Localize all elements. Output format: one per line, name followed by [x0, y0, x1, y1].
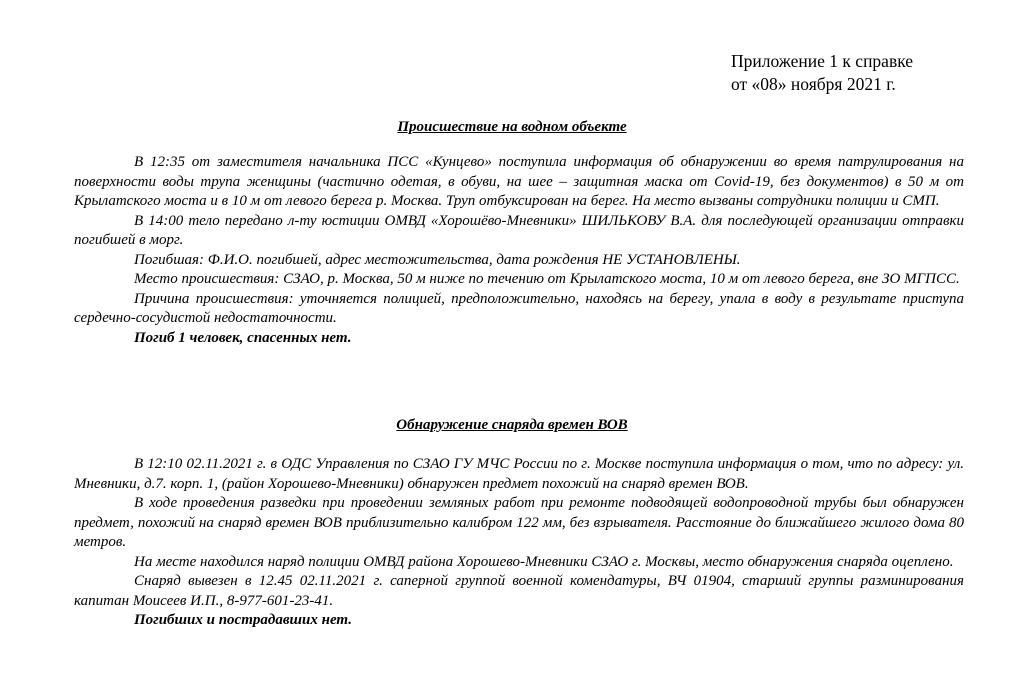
section-1-paragraph: В 14:00 тело передано л-ту юстиции ОМВД «Хорошёво-Мневники» ШИЛЬКОВУ В.А. для последующей организации отправки погибшей в морг.	[74, 212, 964, 248]
section-1-paragraph: В 12:35 от заместителя начальника ПСС «Кунцево» поступила информация об обнаружении во время патрулирования на поверхности воды трупа женщины (частично одетая, в обуви, на шее – защитная маска от Covid-19, без документов) в 50 м от Крылатского моста и в 10 м от левого берега р. Москва. Труп отбуксирован на берег. На место вызваны сотрудники полиции и СМП.	[74, 154, 964, 209]
section-2-paragraph: На месте находился наряд полиции ОМВД района Хорошево-Мневники СЗАО г. Москвы, место обнаружения снаряда оцеплено.	[134, 553, 954, 570]
section-2-paragraph: В 12:10 02.11.2021 г. в ОДС Управления по СЗАО ГУ МЧС России по г. Москве поступила информация о том, что по адресу: ул. Мневники, д.7. корп. 1, (район Хорошево-Мневники) обнаружен предмет похожий на снаряд времен ВОВ.	[74, 456, 964, 492]
section-1-paragraph: Причина происшествия: уточняется полицией, предположительно, находясь на берегу, упала в воду в результате приступа сердечно-сосудистой недостаточности.	[74, 290, 964, 326]
section-1-title: Происшествие на водном объекте	[397, 119, 627, 135]
appendix-line-2: от «08» ноября 2021 г.	[731, 74, 896, 94]
section-1-paragraph: Погибшая: Ф.И.О. погибшей, адрес местожительства, дата рождения НЕ УСТАНОВЛЕНЫ.	[134, 251, 741, 268]
section-2-body	[74, 455, 964, 631]
section-2-title: Обнаружение снаряда времен ВОВ	[396, 417, 628, 433]
appendix-note	[731, 50, 913, 96]
section-2-paragraph: В ходе проведения разведки при проведении земляных работ при ремонте подводящей водопроводной трубы был обнаружен предмет, похожий на снаряд времен ВОВ приблизительно калибром 122 мм, без взрывателя. Расстояние до ближайшего жилого дома 80 метров.	[74, 495, 964, 550]
section-2-paragraph: Снаряд вывезен в 12.45 02.11.2021 г. саперной группой военной комендатуры, ВЧ 01904, старший группы разминирования капитан Моисеев И.П., 8-977-601-23-41.	[74, 573, 964, 609]
section-1-paragraph: Место происшествия: СЗАО, р. Москва, 50 м ниже по течению от Крылатского моста, 10 м от левого берега, вне ЗО МГПСС.	[134, 271, 960, 287]
appendix-line-1: Приложение 1 к справке	[731, 51, 914, 71]
section-2-summary: Погибших и пострадавших нет.	[134, 612, 352, 628]
section-1-summary: Погиб 1 человек, спасенных нет.	[134, 329, 352, 346]
section-1-body	[74, 153, 964, 348]
